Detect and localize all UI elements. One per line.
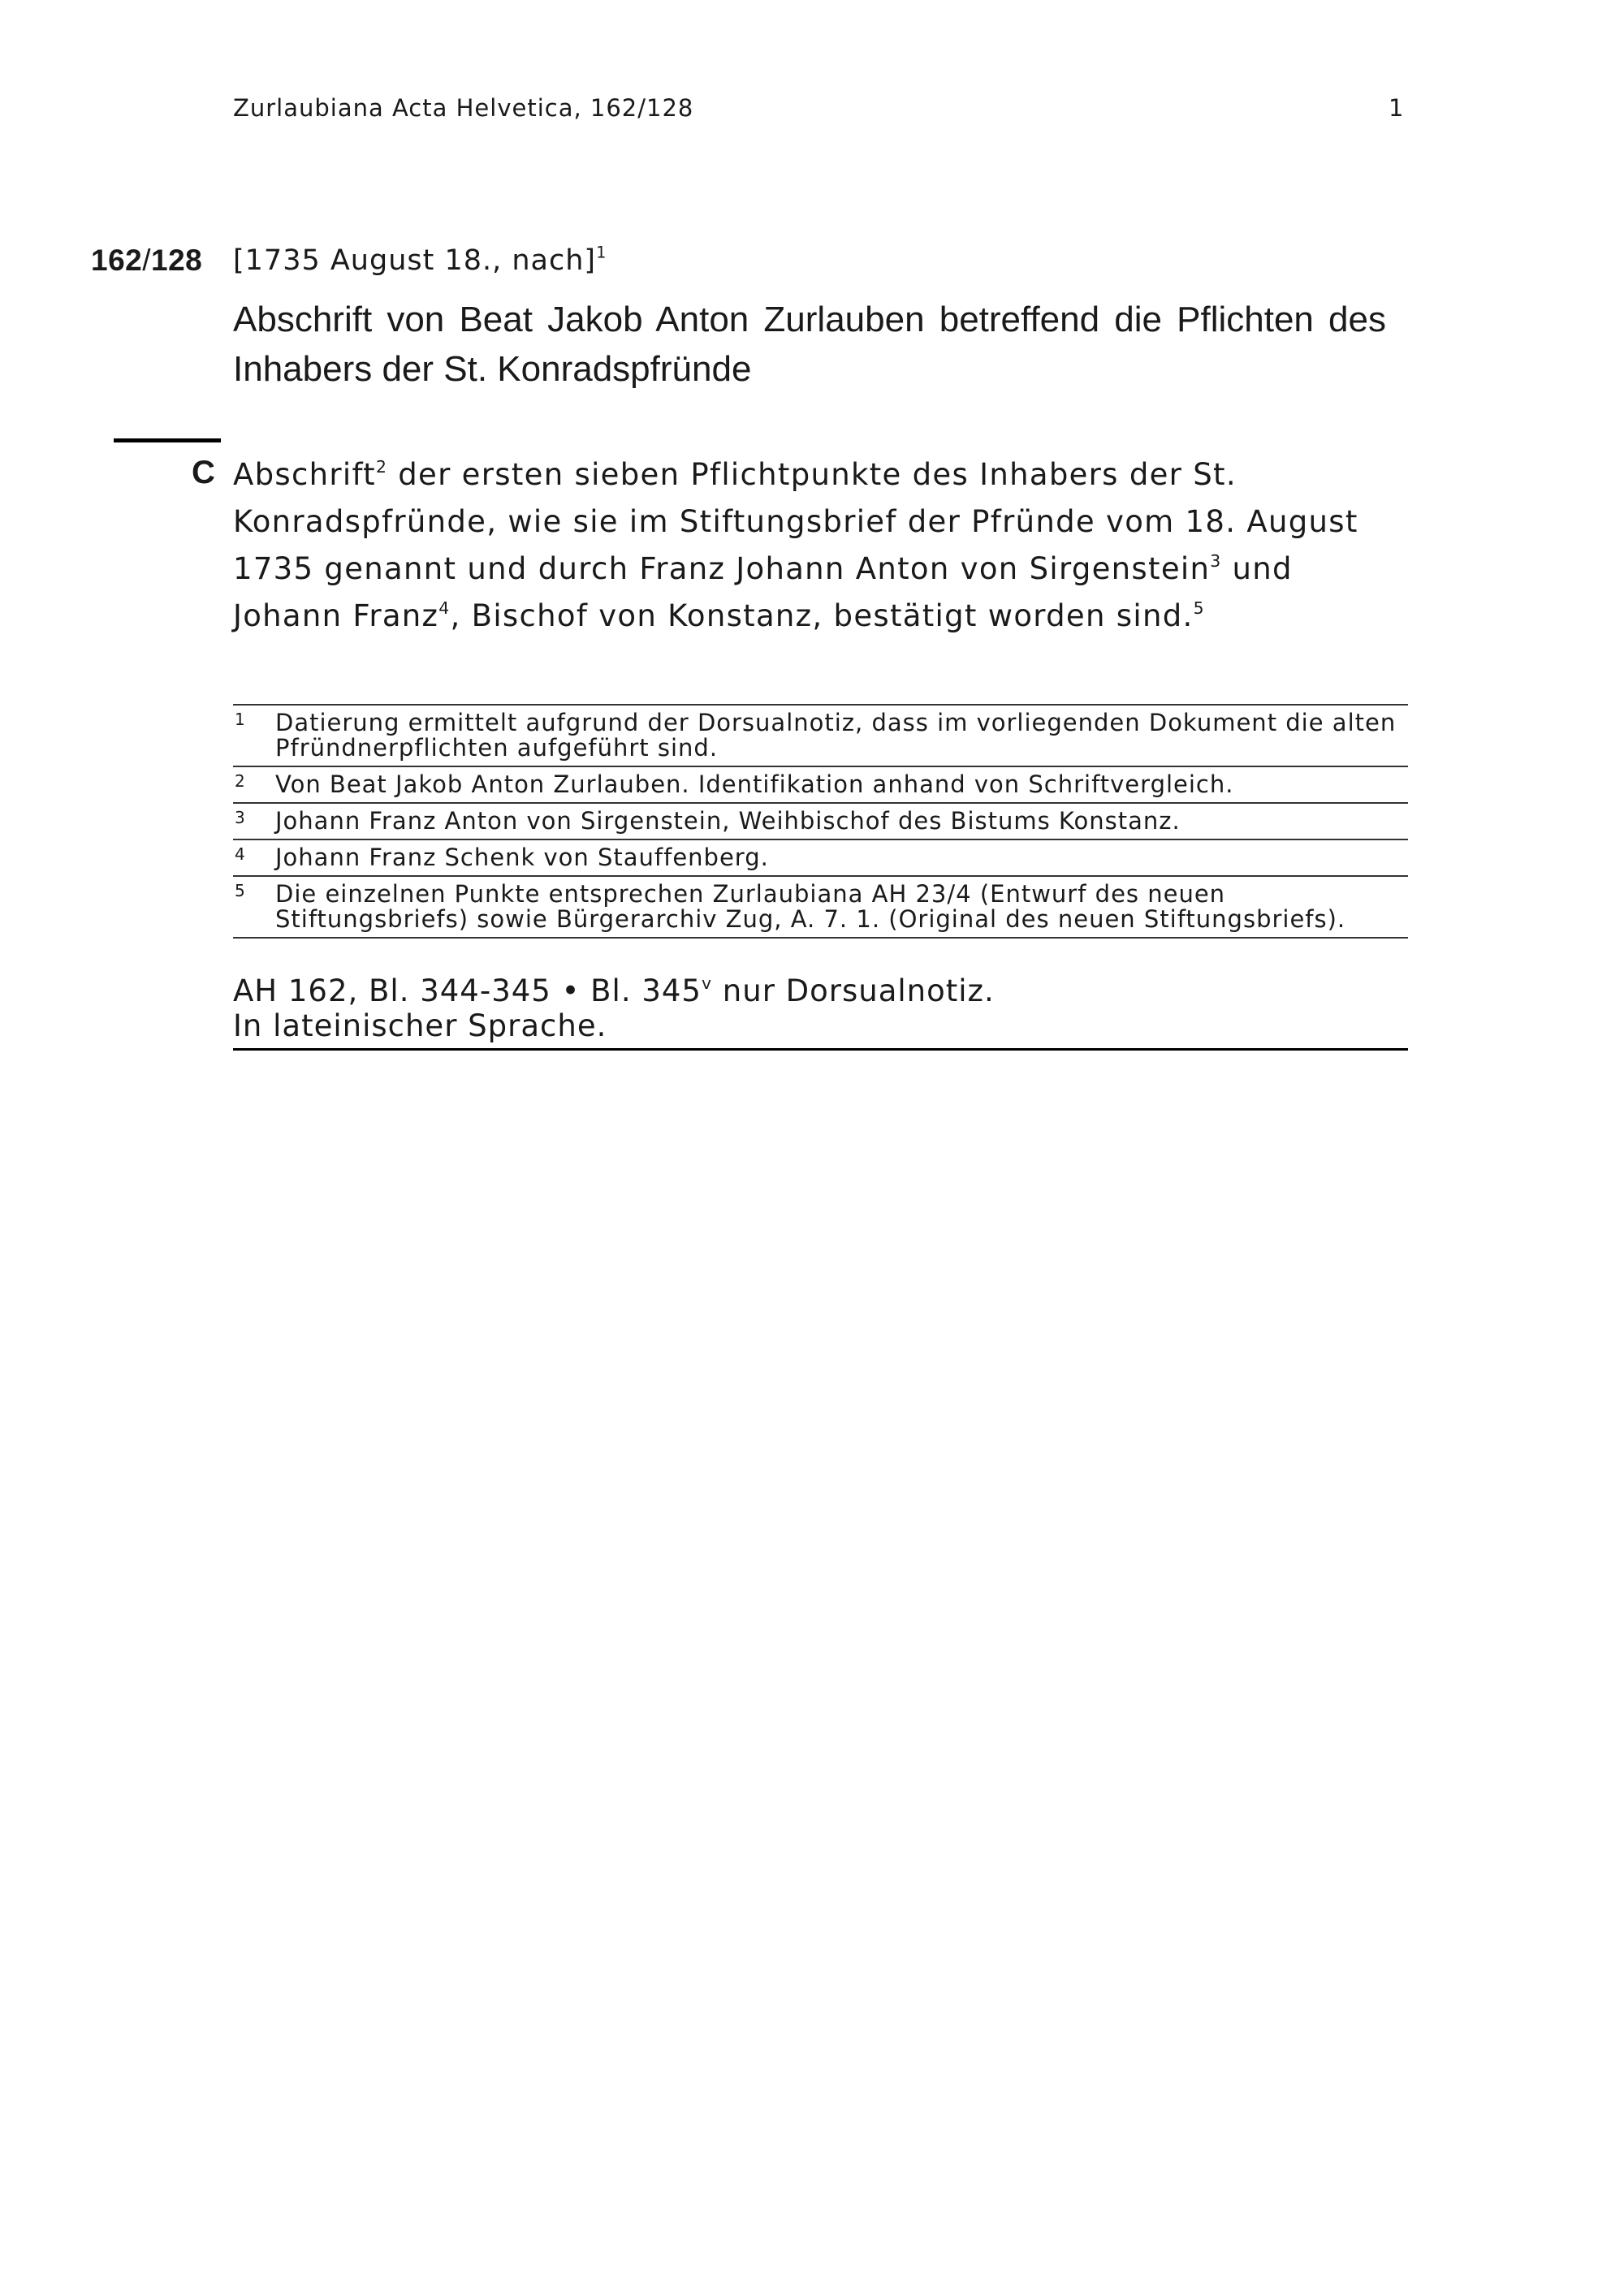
- footnote-item: [233, 706, 1408, 767]
- document-dating: [233, 244, 607, 277]
- footnote-item: [233, 877, 1408, 939]
- regest-part: , Bischof von Konstanz, bestätigt worden sind.: [450, 598, 1194, 633]
- source-location: AH 162, Bl. 344-345 • Bl. 345: [233, 973, 702, 1008]
- source-line-1: [233, 973, 1408, 1008]
- document-number-part2: 128: [151, 244, 203, 277]
- regest-part: und Johann Franz: [233, 551, 1293, 633]
- source-language: In lateinischer Sprache.: [233, 1008, 607, 1043]
- footnote-ref: 4: [438, 598, 451, 618]
- footnote-number: 5: [235, 881, 246, 900]
- document-number-separator: /: [142, 244, 152, 277]
- footnote-text: Johann Franz Schenk von Stauffenberg.: [275, 844, 769, 871]
- footnote-text: Johann Franz Anton von Sirgenstein, Weihbischof des Bistums Konstanz.: [275, 807, 1181, 835]
- footnote-number: 2: [235, 771, 246, 791]
- footnote-text: Die einzelnen Punkte entsprechen Zurlaubiana AH 23/4 (Entwurf des neuen Stiftungsbriefs) sowie Bürgerarchiv Zug, A. 7. 1. (Original des neuen Stiftungsbriefs).: [275, 880, 1346, 933]
- footnote-item: [233, 804, 1408, 840]
- document-title: Abschrift von Beat Jakob Anton Zurlauben betreffend die Pflichten des Inhabers der St. Konradspfründe: [233, 300, 1386, 389]
- footnote-number: 1: [235, 710, 246, 729]
- footnote-ref: 5: [1193, 598, 1205, 618]
- page-number: 1: [1389, 94, 1404, 122]
- footnote-number: 4: [235, 844, 246, 864]
- footnote-item: [233, 840, 1408, 877]
- footnotes-apparatus: [233, 704, 1408, 939]
- regest-text: [233, 451, 1406, 640]
- footnote-ref: 3: [1210, 550, 1222, 571]
- regest-part: der ersten sieben Pflichtpunkte des Inhabers der St. Konradspfründe, wie sie im Stiftungsbrief der Pfründe vom 18. August 1735 genannt und durch Franz Johann Anton von Sirgenstein: [233, 457, 1358, 586]
- footnote-item: [233, 767, 1408, 804]
- footnote-text: Datierung ermittelt aufgrund der Dorsualnotiz, dass im vorliegenden Dokument die alten Pfründnerpflichten aufgeführt sind.: [275, 709, 1397, 762]
- footnote-text: Von Beat Jakob Anton Zurlauben. Identifikation anhand von Schriftvergleich.: [275, 770, 1234, 798]
- source-description: [233, 973, 1408, 1051]
- running-title: Zurlaubiana Acta Helvetica, 162/128: [233, 94, 694, 122]
- dating-text: [1735 August 18., nach]: [233, 244, 597, 277]
- footnote-ref: 2: [375, 456, 388, 477]
- document-number-part1: 162: [91, 244, 143, 277]
- verso-mark: v: [701, 973, 713, 993]
- source-note: nur Dorsualnotiz.: [712, 973, 995, 1008]
- document-number: [91, 244, 202, 278]
- footnote-ref: 1: [596, 243, 607, 262]
- footnote-number: 3: [235, 808, 246, 827]
- section-rule: [114, 438, 221, 442]
- regest-part: Abschrift: [233, 457, 376, 492]
- siglum: C: [192, 455, 215, 490]
